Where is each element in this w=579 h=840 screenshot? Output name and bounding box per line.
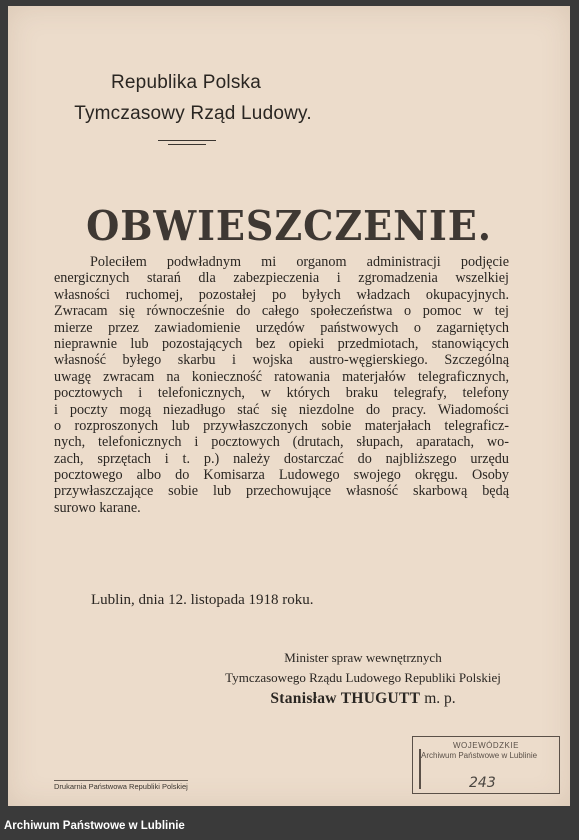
archive-footer-label: Archiwum Państwowe w Lublinie (4, 820, 185, 832)
body-line: nieprawnie lub pozostających bez opieki przedmiotach, stanowiących (54, 335, 509, 352)
signatory-name: Stanisław THUGUTT (270, 690, 421, 707)
header-government: Tymczasowy Rząd Ludowy. (74, 103, 312, 124)
stamp-line-2: Archiwum Państwowe w Lublinie (421, 751, 538, 760)
body-line: własność byłego skarbu i wojska austro-węgierskiego. Szczególną (54, 352, 509, 369)
printer-imprint: Drukarnia Państwowa Republiki Polskiej (54, 782, 188, 791)
place-and-date: Lublin, dnia 12. listopada 1918 roku. (91, 592, 314, 608)
body-line: nych, telefonicznych i pocztowych (drutach, słupach, aparatach, wo- (54, 434, 509, 451)
body-line: Poleciłem podwładnym mi organom administracji podjęcie (90, 254, 509, 270)
archive-stamp (412, 736, 560, 794)
header-rule-top (158, 140, 216, 141)
body-line: uwagę zwracam na konieczność ratowania materjałów telegraficznych, (54, 368, 509, 385)
signature-title: Minister spraw wewnętrznych (284, 650, 442, 665)
body-line: energicznych starań dla zabezpieczenia i zgromadzenia wszelkiej (54, 270, 509, 287)
body-line: Zwracam się równocześnie do całego społeczeństwa o pomoc w tej (54, 303, 509, 320)
announcement-title: OBWIESZCZENIE. (86, 202, 492, 250)
body-line: pocztowych i telefonicznych, w których braku telegrafy, telefony (54, 385, 509, 402)
header-republic: Republika Polska (110, 72, 261, 93)
body-line: i poczty mogą niezadługo stać się niezdolne do pracy. Wiadomości (54, 401, 509, 418)
signature-block (198, 690, 528, 708)
stamp-line-1: WOJEWÓDZKIE (453, 741, 519, 750)
body-line: surowo karane. (54, 499, 141, 516)
stamp-number: 243 (469, 775, 496, 791)
body-line: o rozproszonych lub przywłaszczonych sobie materjałach telegraficz- (54, 417, 509, 434)
header-rule-bottom (168, 144, 206, 145)
archive-footer-bar (0, 806, 579, 840)
signature-office: Tymczasowego Rządu Ludowego Republiki Polskiej (225, 670, 501, 685)
body-line: mierze przez zawiadomienie urzędów państwowych o zagarniętych (54, 319, 509, 336)
body-line: zach, sprzętach i t. p.) należy dostarczać do najbliższego urzędu (54, 450, 509, 467)
body-line: własności ruchomej, pozostałej po byłych władzach okupacyjnych. (54, 286, 509, 303)
body-line: przywłaszczające sobie lub przechowujące własność skarbową będą (54, 483, 509, 500)
signature-suffix: m. p. (424, 690, 456, 707)
announcement-body (54, 254, 509, 516)
body-line: pocztowego albo do Komisarza Ludowego swojego okręgu. Osoby (54, 467, 509, 484)
document-sheet (8, 6, 570, 806)
